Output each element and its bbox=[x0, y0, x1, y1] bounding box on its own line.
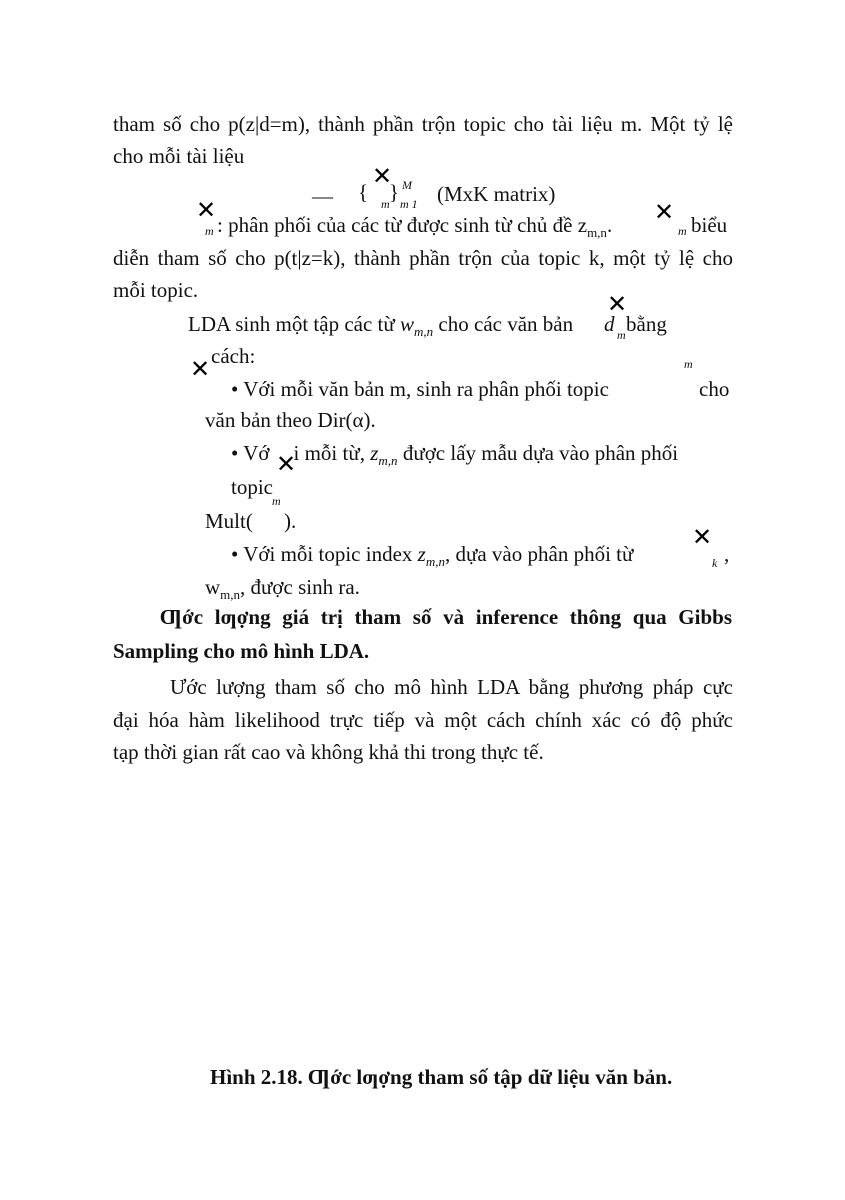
paragraph-line: Ước lượng tham số cho mô hình LDA bằng phương pháp cực bbox=[170, 675, 733, 699]
equation-subscript: m bbox=[381, 197, 390, 211]
paragraph-line: cho mỗi tài liệu bbox=[113, 144, 245, 168]
bullet-line: văn bản theo Dir(α). bbox=[205, 408, 376, 432]
missing-symbol-icon: ✕ bbox=[654, 198, 675, 226]
lda-w-subscript: m,n bbox=[414, 324, 434, 340]
bullet-text: • Với mỗi topic index bbox=[231, 542, 418, 566]
bullet-text: • Vớ bbox=[231, 441, 270, 465]
equation-brace-open: { bbox=[358, 180, 369, 204]
equation-subscript: m 1 bbox=[400, 197, 418, 211]
missing-symbol-icon: ✕ bbox=[692, 523, 713, 551]
bullet-mult: Mult( bbox=[205, 509, 253, 533]
paragraph-line: diễn tham số cho p(t|z=k), thành phần trộn của topic k, một tỷ lệ cho bbox=[113, 246, 733, 270]
bullet-m-subscript: m bbox=[272, 494, 281, 508]
paragraph-line: tạp thời gian rất cao và không khả thi trong thực tế. bbox=[113, 740, 544, 764]
missing-symbol-icon: ✕ bbox=[196, 196, 217, 224]
bullet-close: ). bbox=[284, 509, 297, 533]
lda-bang: bằng bbox=[626, 312, 667, 336]
bullet-text: được lấy mẫu dựa vào phân phối bbox=[397, 441, 679, 465]
lda-text: cho các văn bản bbox=[433, 312, 574, 336]
bullet-text: i mỗi từ, bbox=[293, 441, 371, 465]
paragraph-line: mỗi topic. bbox=[113, 278, 199, 302]
bullet-w: w bbox=[205, 575, 221, 599]
section-heading: Sampling cho mô hình LDA. bbox=[113, 639, 370, 663]
lda-w: w bbox=[400, 312, 415, 336]
bullet-line bbox=[231, 439, 678, 467]
bullet-w-subscript: m,n bbox=[220, 587, 241, 603]
bullet-topic: topic bbox=[231, 475, 273, 499]
paragraph-line: tham số cho p(z|d=m), thành phần trộn topic cho tài liệu m. Một tỷ lệ bbox=[113, 112, 733, 136]
phi-m-subscript: m bbox=[678, 224, 687, 238]
paragraph-line: đại hóa hàm likelihood trực tiếp và một cách chính xác có độ phức bbox=[113, 708, 733, 732]
missing-symbol-icon: ✕ bbox=[190, 355, 211, 383]
bullet-z-subscript: m,n bbox=[378, 453, 398, 469]
missing-symbol-icon: ✕ bbox=[372, 162, 393, 190]
lda-text: LDA sinh một tập các từ bbox=[188, 312, 401, 336]
bullet-line bbox=[205, 573, 360, 601]
lda-d-subscript: m bbox=[617, 328, 626, 342]
phi-text: : phân phối của các từ được sinh từ chủ đề z bbox=[217, 213, 588, 237]
bullet-text: , được sinh ra. bbox=[240, 575, 360, 599]
phi-dot: . bbox=[606, 213, 613, 237]
bullet-k-subscript: k bbox=[712, 556, 718, 570]
bullet-cho: cho bbox=[699, 377, 730, 401]
bullet-z: z bbox=[417, 542, 426, 566]
figure-caption: Hình 2.18. Ƣớc lƣợng tham số tập dữ liệu văn bản. bbox=[210, 1065, 673, 1089]
phi-subscript: m bbox=[205, 224, 214, 238]
bullet-comma: , bbox=[724, 542, 730, 566]
cach-text: cách: bbox=[211, 344, 256, 368]
missing-symbol-icon: ✕ bbox=[276, 450, 297, 478]
equation-brace-close: } bbox=[389, 180, 400, 204]
section-heading: Ƣớc lƣợng giá trị tham số và inference thông qua Gibbs bbox=[160, 605, 732, 629]
lda-line bbox=[188, 310, 573, 338]
phi-z-subscript: m,n bbox=[587, 225, 607, 241]
bullet-m-superscript: m bbox=[684, 357, 693, 371]
missing-symbol-icon: ✕ bbox=[607, 290, 628, 318]
bullet-text: , dựa vào phân phối từ bbox=[444, 542, 634, 566]
paragraph-line bbox=[217, 211, 612, 239]
equation-superscript: M bbox=[402, 178, 412, 192]
equation-matrix-label: (MxK matrix) bbox=[437, 182, 556, 206]
phi-bieu: biểu bbox=[691, 213, 728, 237]
equation-dash: — bbox=[312, 184, 333, 208]
bullet-line: • Với mỗi văn bản m, sinh ra phân phối topic bbox=[231, 377, 609, 401]
bullet-z: z bbox=[370, 441, 379, 465]
bullet-z-subscript: m,n bbox=[425, 554, 445, 570]
bullet-line bbox=[231, 540, 633, 568]
lda-d: d bbox=[604, 312, 615, 336]
